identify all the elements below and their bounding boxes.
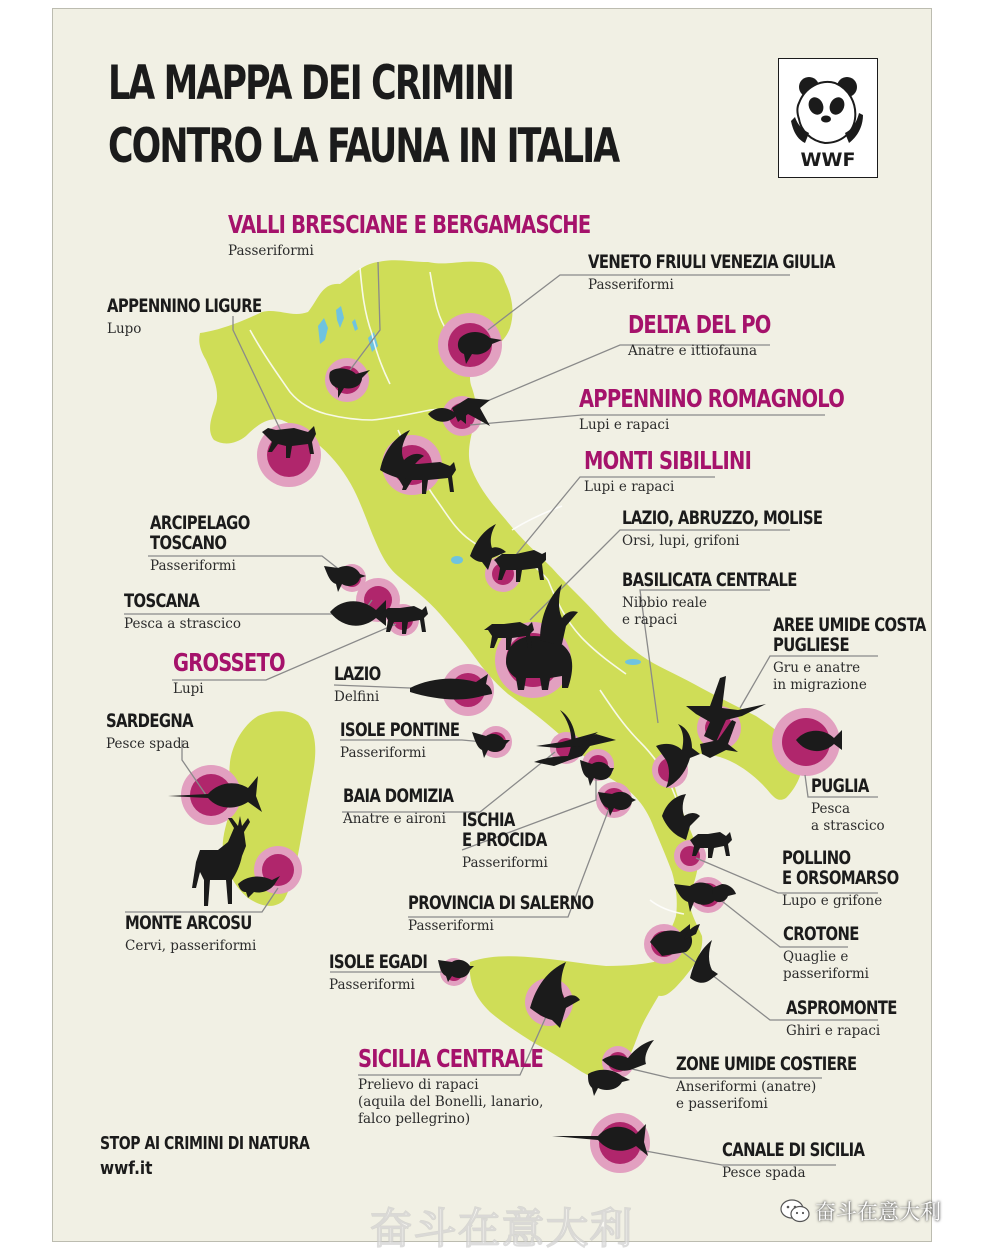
label-name: LAZIO, ABRUZZO, MOLISE — [622, 507, 823, 529]
label-name: PUGLIESE — [773, 634, 849, 656]
label-description: e passerifomi — [676, 1096, 768, 1112]
label-name: ISOLE PONTINE — [340, 719, 460, 741]
label-name: SARDEGNA — [106, 710, 194, 732]
label-name: VALLI BRESCIANE E BERGAMASCHE — [228, 210, 591, 239]
label-name: E ORSOMARSO — [782, 867, 899, 889]
label-description: passeriformi — [783, 966, 870, 982]
label-name: APPENNINO ROMAGNOLO — [579, 384, 845, 413]
label-grosseto — [173, 650, 316, 698]
label-description: Nibbio reale — [622, 595, 707, 611]
label-description: Lupi e rapaci — [579, 417, 670, 433]
label-description: Anatre e aironi — [343, 811, 446, 827]
label-name: PUGLIA — [811, 775, 869, 797]
label-canale-sicilia — [722, 1140, 904, 1182]
label-description: Pesce spada — [106, 736, 190, 752]
label-aspromonte — [786, 998, 928, 1040]
label-isole-egadi — [329, 952, 455, 994]
label-description: Cervi, passeriformi — [125, 938, 257, 954]
label-name: ISCHIA — [462, 809, 515, 831]
label-description: Orsi, lupi, grifoni — [622, 533, 740, 549]
label-sicilia-centrale — [358, 1046, 595, 1128]
label-description: a strascico — [811, 818, 885, 834]
label-description: Passeriformi — [408, 918, 494, 934]
label-arcipelago — [150, 513, 278, 575]
label-description: Pesce spada — [722, 1165, 806, 1181]
label-name: LAZIO — [334, 663, 381, 685]
label-name: TOSCANO — [150, 532, 227, 554]
label-sardegna — [106, 711, 218, 753]
label-name: ARCIPELAGO — [150, 512, 250, 534]
label-description: Lupo e grifone — [782, 893, 883, 909]
label-name: PROVINCIA DI SALERNO — [408, 892, 594, 914]
label-description: (aquila del Bonelli, lanario, — [358, 1094, 544, 1110]
label-zone-umide — [676, 1054, 907, 1113]
label-name: TOSCANA — [124, 590, 200, 612]
label-description: e rapaci — [622, 612, 678, 628]
label-pollino — [782, 848, 932, 910]
wechat-icon — [780, 1198, 810, 1224]
label-name: AREE UMIDE COSTA — [773, 614, 926, 636]
label-description: Passeriformi — [150, 558, 236, 574]
wolf-icon — [690, 832, 732, 858]
label-name: GROSSETO — [173, 648, 285, 677]
label-crotone — [783, 924, 880, 983]
label-description: Quaglie e — [783, 949, 849, 965]
label-name: CROTONE — [783, 923, 859, 945]
label-name: APPENNINO LIGURE — [107, 295, 262, 317]
label-description: Anatre e ittiofauna — [628, 343, 758, 359]
lake-trasimeno — [451, 556, 463, 564]
label-name: MONTI SIBILLINI — [584, 446, 752, 475]
label-name: CANALE DI SICILIA — [722, 1139, 865, 1161]
label-description: Pesca a strascico — [124, 616, 241, 632]
label-description: Delfini — [334, 689, 380, 705]
label-lazio-abruzzo — [622, 508, 879, 550]
watermark-center: 奋斗在意大利 — [370, 1204, 635, 1253]
label-description: Prelievo di rapaci — [358, 1077, 479, 1093]
label-description: Passeriformi — [329, 977, 415, 993]
label-monte-arcosu — [125, 913, 287, 955]
label-description: Ghiri e rapaci — [786, 1023, 881, 1039]
label-monti-sibillini — [584, 448, 798, 496]
label-description: Gru e anatre — [773, 660, 861, 676]
label-isole-pontine — [340, 720, 493, 762]
label-name: BAIA DOMIZIA — [343, 785, 454, 807]
label-delta-po — [628, 312, 811, 360]
label-name: BASILICATA CENTRALE — [622, 569, 797, 591]
label-description: Passeriformi — [228, 243, 314, 259]
footer-url[interactable]: wwf.it — [100, 1158, 153, 1179]
label-name: E PROCIDA — [462, 829, 547, 851]
footer-slogan: STOP AI CRIMINI DI NATURA — [100, 1133, 310, 1154]
label-provincia-salerno — [408, 893, 646, 935]
label-name: POLLINO — [782, 847, 851, 869]
label-description: Passeriformi — [462, 855, 548, 871]
label-description: in migrazione — [773, 677, 867, 693]
label-aree-umide — [773, 615, 969, 694]
label-name: ZONE UMIDE COSTIERE — [676, 1053, 857, 1075]
label-name: ASPROMONTE — [786, 997, 897, 1019]
label-description: Lupo — [107, 321, 142, 337]
title-line-1: LA MAPPA DEI CRIMINI — [108, 56, 514, 111]
label-ischia — [462, 810, 571, 872]
label-name: ISOLE EGADI — [329, 951, 428, 973]
title-line-2: CONTRO LA FAUNA IN ITALIA — [108, 119, 619, 174]
label-description: Passeriformi — [588, 277, 674, 293]
label-lazio — [334, 664, 394, 706]
label-description: Lupi e rapaci — [584, 479, 675, 495]
label-name: VENETO FRIULI VENEZIA GIULIA — [588, 251, 835, 273]
label-toscana — [124, 591, 241, 633]
label-description: Passeriformi — [340, 745, 426, 761]
wwf-logo-text: WWF — [800, 149, 856, 171]
lake-varano — [625, 659, 641, 665]
bird-icon — [712, 884, 736, 902]
label-veneto — [588, 252, 905, 294]
label-appennino-romagnolo — [579, 386, 919, 434]
label-name: MONTE ARCOSU — [125, 912, 252, 934]
wwf-logo[interactable] — [778, 58, 878, 178]
label-name: SICILIA CENTRALE — [358, 1044, 544, 1073]
label-description: falco pellegrino) — [358, 1111, 471, 1127]
label-puglia — [811, 776, 885, 835]
label-description: Anseriformi (anatre) — [676, 1079, 817, 1095]
label-name: DELTA DEL PO — [628, 310, 771, 339]
watermark-right: 奋斗在意大利 — [815, 1200, 941, 1224]
label-description: Pesca — [811, 801, 851, 817]
label-description: Lupi — [173, 681, 204, 697]
label-appennino-ligure — [107, 296, 305, 338]
